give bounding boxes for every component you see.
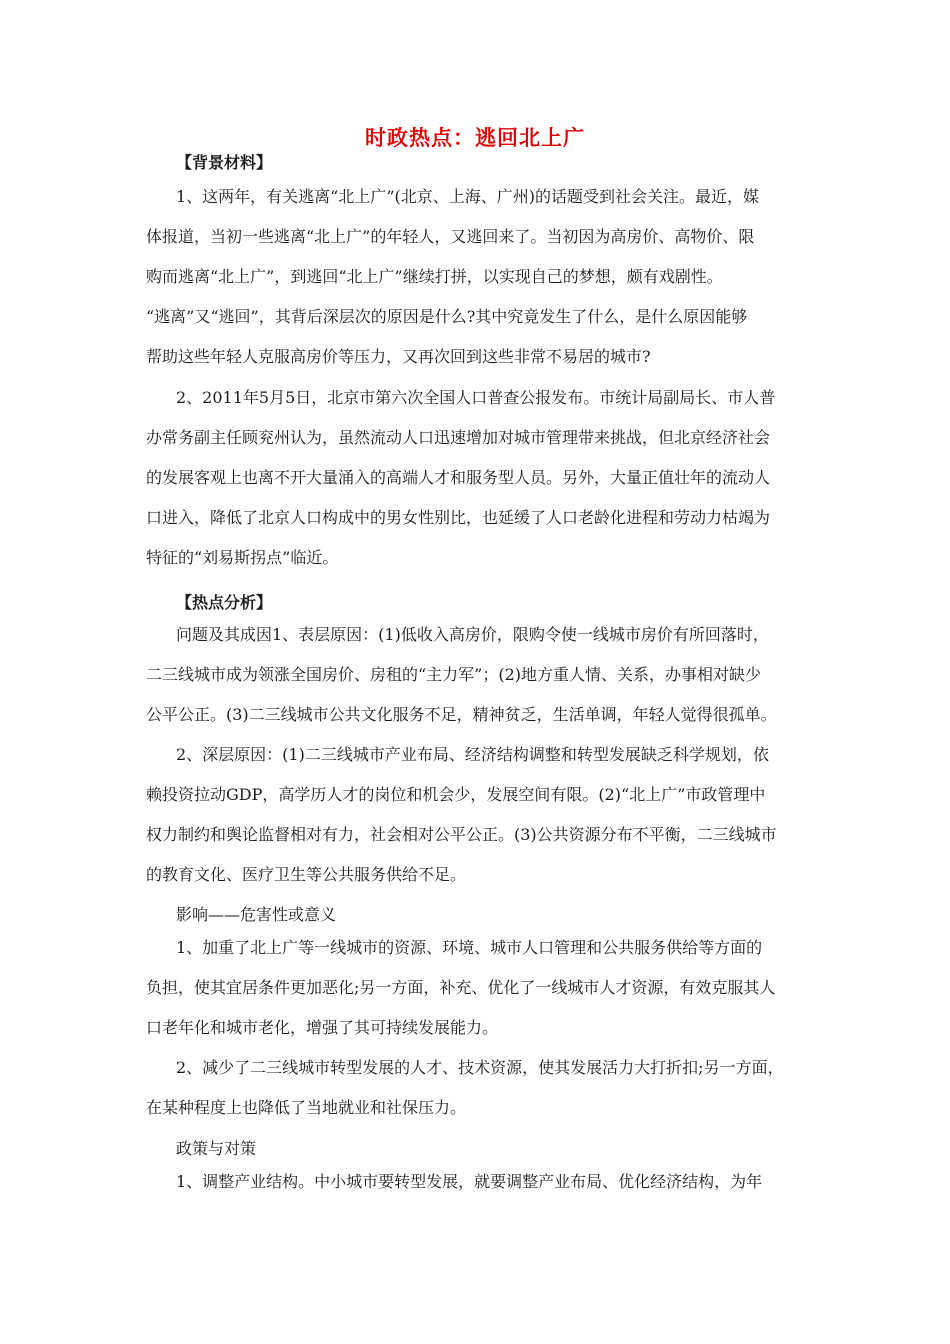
paragraph-analysis-1 xyxy=(146,615,810,735)
text-line: 帮助这些年轻人克服高房价等压力，又再次回到这些非常不易居的城市? xyxy=(146,347,651,366)
text-line: 口老年化和城市老化，增强了其可持续发展能力。 xyxy=(146,1018,499,1037)
text-line: 权力制约和舆论监督相对有力，社会相对公平公正。(3)公共资源分布不平衡，二三线城市 xyxy=(146,825,777,844)
section-heading-policy: 政策与对策 xyxy=(176,1139,257,1158)
paragraph-background-2 xyxy=(146,378,810,578)
text-line: 2、减少了二三线城市转型发展的人才、技术资源，使其发展活力大打折扣;另一方面， xyxy=(176,1058,784,1077)
text-line: 1、调整产业结构。中小城市要转型发展，就要调整产业布局、优化经济结构，为年 xyxy=(176,1172,763,1191)
text-line: 办常务副主任顾兖州认为，虽然流动人口迅速增加对城市管理带来挑战，但北京经济社会 xyxy=(146,428,771,447)
text-line: 1、加重了北上广等一线城市的资源、环境、城市人口管理和公共服务供给等方面的 xyxy=(176,938,763,957)
section-heading-background: 【背景材料】 xyxy=(176,153,273,172)
document-title: 时政热点：逃回北上广 xyxy=(365,126,585,150)
text-line: 体报道，当初一些逃离“北上广”的年轻人，又逃回来了。当初因为高房价、高物价、限 xyxy=(146,227,755,246)
text-line: “逃离”又“逃回”，其背后深层次的原因是什么?其中究竟发生了什么，是什么原因能够 xyxy=(146,307,748,326)
section-heading-analysis: 【热点分析】 xyxy=(176,593,273,612)
paragraph-background-1 xyxy=(146,177,810,377)
text-line: 口进入，降低了北京人口构成中的男女性别比，也延缓了人口老龄化进程和劳动力枯竭为 xyxy=(146,508,771,527)
text-line: 问题及其成因1、表层原因：(1)低收入高房价，限购令使一线城市房价有所回落时， xyxy=(176,625,769,644)
text-line: 的教育文化、医疗卫生等公共服务供给不足。 xyxy=(146,865,467,884)
section-heading-impact: 影响——危害性或意义 xyxy=(176,905,337,924)
text-line: 负担，使其宜居条件更加恶化;另一方面，补充、优化了一线城市人才资源，有效克服其人 xyxy=(146,978,776,997)
text-line: 2、深层原因：(1)二三线城市产业布局、经济结构调整和转型发展缺乏科学规划，依 xyxy=(176,745,769,764)
text-line: 二三线城市成为领涨全国房价、房租的“主力军”；(2)地方重人情、关系，办事相对缺少 xyxy=(146,665,762,684)
text-line: 在某种程度上也降低了当地就业和社保压力。 xyxy=(146,1098,467,1117)
paragraph-analysis-2 xyxy=(146,735,810,895)
text-line: 公平公正。(3)二三线城市公共文化服务不足，精神贫乏，生活单调，年轻人觉得很孤单。 xyxy=(146,705,777,724)
text-line: 的发展客观上也离不开大量涌入的高端人才和服务型人员。另外，大量正值壮年的流动人 xyxy=(146,468,771,487)
paragraph-impact-2 xyxy=(146,1048,810,1128)
text-line: 购而逃离“北上广”，到逃回“北上广”继续打拼，以实现自己的梦想，颇有戏剧性。 xyxy=(146,267,723,286)
paragraph-impact-1 xyxy=(146,928,810,1048)
text-line: 特征的“刘易斯拐点”临近。 xyxy=(146,548,339,567)
text-line: 1、这两年，有关逃离“北上广”(北京、上海、广州)的话题受到社会关注。最近，媒 xyxy=(176,187,760,206)
text-line: 赖投资拉动GDP，高学历人才的岗位和机会少，发展空间有限。(2)“北上广”市政管理中 xyxy=(146,785,766,804)
paragraph-policy-1 xyxy=(146,1162,810,1202)
text-line: 2、2011年5月5日，北京市第六次全国人口普查公报发布。市统计局副局长、市人普 xyxy=(176,388,776,407)
